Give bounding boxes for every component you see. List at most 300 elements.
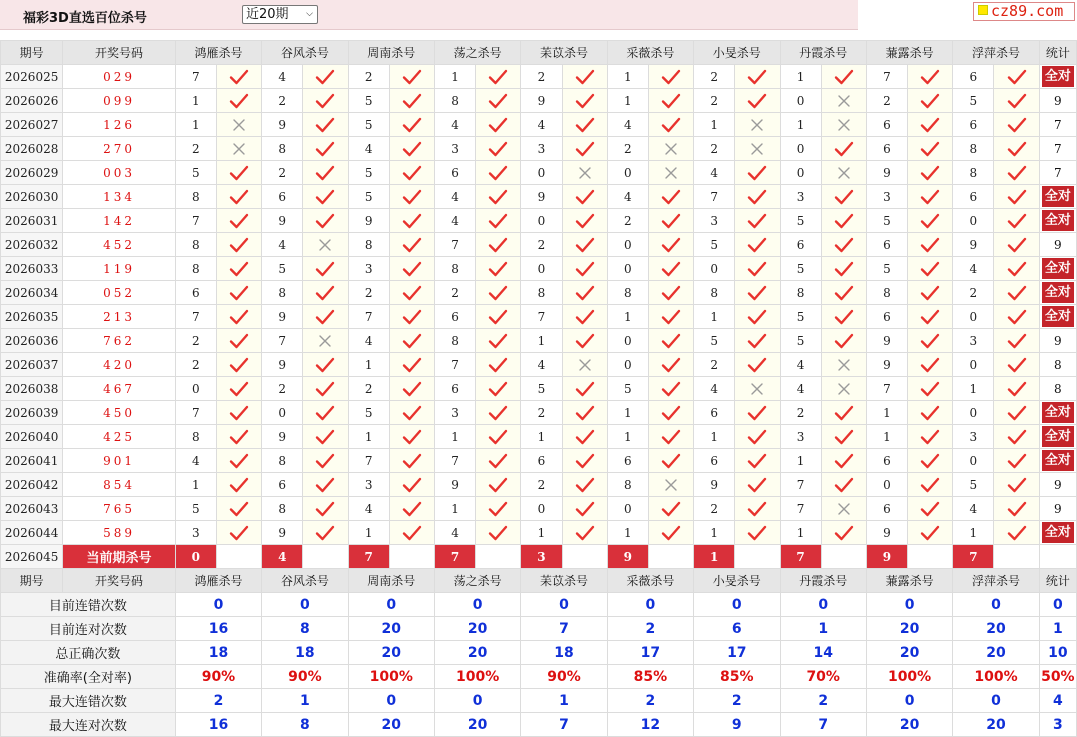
kill-number-cell: 8 bbox=[953, 137, 994, 161]
kill-number-cell: 0 bbox=[607, 329, 648, 353]
check-icon bbox=[648, 257, 693, 281]
check-icon bbox=[303, 209, 348, 233]
stats-value: 2 bbox=[780, 689, 866, 713]
kill-number-cell: 6 bbox=[866, 137, 907, 161]
check-icon bbox=[476, 89, 521, 113]
cross-icon bbox=[735, 113, 780, 137]
table-row bbox=[1, 89, 1077, 113]
winning-number-cell: 029 bbox=[63, 65, 176, 89]
check-icon bbox=[994, 113, 1039, 137]
check-icon bbox=[648, 281, 693, 305]
column-header: 开奖号码 bbox=[63, 41, 176, 65]
kill-number-cell: 5 bbox=[607, 377, 648, 401]
check-icon bbox=[389, 449, 434, 473]
table-row bbox=[1, 65, 1077, 89]
kill-number-cell: 4 bbox=[607, 113, 648, 137]
kill-number-cell: 2 bbox=[521, 401, 562, 425]
stats-value: 7 bbox=[780, 713, 866, 737]
kill-number-cell: 8 bbox=[262, 281, 303, 305]
kill-number-cell: 3 bbox=[521, 137, 562, 161]
stats-label: 目前连对次数 bbox=[1, 617, 176, 641]
kill-number-cell: 0 bbox=[953, 353, 994, 377]
logo-square-icon bbox=[978, 5, 988, 15]
kill-number-cell: 9 bbox=[262, 209, 303, 233]
table-row bbox=[1, 377, 1077, 401]
stats-value: 2 bbox=[175, 689, 261, 713]
stats-value: 20 bbox=[348, 641, 434, 665]
kill-number-cell: 7 bbox=[434, 449, 475, 473]
column-header: 统计 bbox=[1039, 41, 1076, 65]
stat-cell: 9 bbox=[1039, 329, 1076, 353]
column-header: 采薇杀号 bbox=[607, 569, 693, 593]
top-bar bbox=[0, 0, 858, 30]
check-icon bbox=[562, 305, 607, 329]
issue-cell: 2026032 bbox=[1, 233, 63, 257]
check-icon bbox=[994, 305, 1039, 329]
column-header: 丹霞杀号 bbox=[780, 41, 866, 65]
cross-icon bbox=[562, 353, 607, 377]
kill-number-cell: 9 bbox=[866, 521, 907, 545]
kill-number-cell: 2 bbox=[175, 137, 216, 161]
check-icon bbox=[735, 257, 780, 281]
check-icon bbox=[303, 89, 348, 113]
stat-cell: 9 bbox=[1039, 89, 1076, 113]
check-icon bbox=[476, 233, 521, 257]
check-icon bbox=[476, 185, 521, 209]
kill-number-cell: 1 bbox=[434, 497, 475, 521]
kill-number-cell: 4 bbox=[953, 257, 994, 281]
winning-number-cell: 142 bbox=[63, 209, 176, 233]
table-header-row bbox=[1, 41, 1077, 65]
kill-number-cell: 5 bbox=[953, 473, 994, 497]
issue-cell: 2026039 bbox=[1, 401, 63, 425]
issue-cell: 2026034 bbox=[1, 281, 63, 305]
check-icon bbox=[303, 65, 348, 89]
kill-number-cell: 8 bbox=[434, 89, 475, 113]
stats-value: 100% bbox=[348, 665, 434, 689]
current-kill-number: 0 bbox=[175, 545, 216, 569]
check-icon bbox=[303, 257, 348, 281]
check-icon bbox=[476, 209, 521, 233]
check-icon bbox=[216, 329, 261, 353]
kill-number-cell: 4 bbox=[694, 377, 735, 401]
kill-number-cell: 1 bbox=[780, 521, 821, 545]
issue-cell: 2026043 bbox=[1, 497, 63, 521]
stat-cell: 8 bbox=[1039, 353, 1076, 377]
current-kill-number: 9 bbox=[607, 545, 648, 569]
check-icon bbox=[562, 497, 607, 521]
kill-number-cell: 6 bbox=[780, 233, 821, 257]
kill-number-cell: 0 bbox=[607, 161, 648, 185]
check-icon bbox=[994, 401, 1039, 425]
current-kill-number: 1 bbox=[694, 545, 735, 569]
stats-value: 20 bbox=[434, 641, 520, 665]
column-header: 荡之杀号 bbox=[434, 41, 520, 65]
kill-number-cell: 2 bbox=[866, 89, 907, 113]
all-correct-badge: 全对 bbox=[1042, 522, 1074, 543]
kill-number-cell: 2 bbox=[262, 161, 303, 185]
kill-number-cell: 9 bbox=[521, 89, 562, 113]
stats-value: 0 bbox=[348, 593, 434, 617]
page-title: 福彩3D直选百位杀号 bbox=[23, 11, 147, 26]
kill-number-cell: 4 bbox=[348, 329, 389, 353]
site-logo[interactable] bbox=[973, 2, 1075, 21]
stats-value: 8 bbox=[262, 617, 348, 641]
kill-number-cell: 0 bbox=[694, 257, 735, 281]
stats-value: 0 bbox=[175, 593, 261, 617]
check-icon bbox=[908, 473, 953, 497]
stats-value: 3 bbox=[1039, 713, 1076, 737]
check-icon bbox=[476, 353, 521, 377]
check-icon bbox=[994, 329, 1039, 353]
check-icon bbox=[562, 281, 607, 305]
check-icon bbox=[908, 521, 953, 545]
issue-cell: 2026035 bbox=[1, 305, 63, 329]
stats-label: 总正确次数 bbox=[1, 641, 176, 665]
check-icon bbox=[562, 449, 607, 473]
kill-number-cell: 5 bbox=[780, 305, 821, 329]
stats-value: 1 bbox=[262, 689, 348, 713]
stats-value: 17 bbox=[694, 641, 780, 665]
cross-icon bbox=[216, 137, 261, 161]
table-row bbox=[1, 185, 1077, 209]
issue-cell: 2026033 bbox=[1, 257, 63, 281]
cross-icon bbox=[303, 233, 348, 257]
winning-number-cell: 467 bbox=[63, 377, 176, 401]
kill-number-cell: 8 bbox=[262, 449, 303, 473]
check-icon bbox=[648, 113, 693, 137]
kill-number-cell: 6 bbox=[262, 473, 303, 497]
check-icon bbox=[389, 305, 434, 329]
kill-number-cell: 4 bbox=[434, 185, 475, 209]
current-kill-pad bbox=[994, 545, 1039, 569]
check-icon bbox=[562, 377, 607, 401]
kill-number-cell: 4 bbox=[434, 209, 475, 233]
check-icon bbox=[562, 137, 607, 161]
column-header: 鸿雁杀号 bbox=[175, 569, 261, 593]
stats-value: 16 bbox=[175, 617, 261, 641]
check-icon bbox=[908, 497, 953, 521]
kill-number-cell: 5 bbox=[348, 185, 389, 209]
current-kill-number: 7 bbox=[953, 545, 994, 569]
check-icon bbox=[994, 209, 1039, 233]
kill-number-cell: 1 bbox=[521, 425, 562, 449]
winning-number-cell: 589 bbox=[63, 521, 176, 545]
check-icon bbox=[389, 161, 434, 185]
kill-number-cell: 7 bbox=[348, 449, 389, 473]
column-header: 丹霞杀号 bbox=[780, 569, 866, 593]
check-icon bbox=[389, 257, 434, 281]
check-icon bbox=[216, 449, 261, 473]
cross-icon bbox=[821, 89, 866, 113]
check-icon bbox=[562, 185, 607, 209]
stats-value: 8 bbox=[262, 713, 348, 737]
kill-number-cell: 4 bbox=[348, 497, 389, 521]
check-icon bbox=[648, 353, 693, 377]
issue-cell: 2026026 bbox=[1, 89, 63, 113]
check-icon bbox=[389, 113, 434, 137]
kill-number-cell: 2 bbox=[694, 497, 735, 521]
issue-cell: 2026037 bbox=[1, 353, 63, 377]
column-header: 浮萍杀号 bbox=[953, 569, 1039, 593]
cross-icon bbox=[562, 161, 607, 185]
check-icon bbox=[389, 425, 434, 449]
kill-number-cell: 6 bbox=[953, 113, 994, 137]
kill-number-cell: 9 bbox=[348, 209, 389, 233]
kill-number-cell: 0 bbox=[780, 137, 821, 161]
stats-value: 16 bbox=[175, 713, 261, 737]
kill-number-cell: 7 bbox=[348, 305, 389, 329]
stat-cell: 9 bbox=[1039, 497, 1076, 521]
check-icon bbox=[562, 233, 607, 257]
kill-number-cell: 1 bbox=[607, 65, 648, 89]
stat-cell bbox=[1039, 257, 1076, 281]
all-correct-badge: 全对 bbox=[1042, 66, 1074, 87]
kill-number-cell: 9 bbox=[694, 473, 735, 497]
stats-label: 准确率(全对率) bbox=[1, 665, 176, 689]
current-kill-number: 7 bbox=[780, 545, 821, 569]
current-issue-row bbox=[1, 545, 1077, 569]
winning-number-cell: 099 bbox=[63, 89, 176, 113]
check-icon bbox=[216, 305, 261, 329]
kill-number-cell: 8 bbox=[866, 281, 907, 305]
current-kill-label: 当前期杀号 bbox=[63, 545, 176, 569]
winning-number-cell: 052 bbox=[63, 281, 176, 305]
stats-value: 100% bbox=[866, 665, 952, 689]
kill-number-cell: 1 bbox=[175, 89, 216, 113]
kill-number-cell: 1 bbox=[607, 425, 648, 449]
kill-number-cell: 0 bbox=[262, 401, 303, 425]
check-icon bbox=[821, 209, 866, 233]
winning-number-cell: 854 bbox=[63, 473, 176, 497]
check-icon bbox=[303, 521, 348, 545]
stats-row bbox=[1, 617, 1077, 641]
kill-number-cell: 8 bbox=[175, 425, 216, 449]
check-icon bbox=[648, 521, 693, 545]
current-kill-pad bbox=[648, 545, 693, 569]
check-icon bbox=[562, 329, 607, 353]
kill-number-cell: 1 bbox=[348, 425, 389, 449]
stats-value: 2 bbox=[694, 689, 780, 713]
stats-value: 1 bbox=[780, 617, 866, 641]
check-icon bbox=[216, 185, 261, 209]
kill-number-cell: 2 bbox=[953, 281, 994, 305]
kill-number-cell: 9 bbox=[262, 521, 303, 545]
winning-number-cell: 213 bbox=[63, 305, 176, 329]
kill-number-cell: 3 bbox=[348, 473, 389, 497]
table-row bbox=[1, 233, 1077, 257]
issue-cell: 2026025 bbox=[1, 65, 63, 89]
kill-number-cell: 9 bbox=[262, 305, 303, 329]
check-icon bbox=[994, 65, 1039, 89]
check-icon bbox=[216, 257, 261, 281]
kill-number-cell: 5 bbox=[866, 209, 907, 233]
check-icon bbox=[821, 473, 866, 497]
check-icon bbox=[908, 449, 953, 473]
stat-cell: 9 bbox=[1039, 473, 1076, 497]
stats-value: 20 bbox=[866, 617, 952, 641]
check-icon bbox=[389, 185, 434, 209]
check-icon bbox=[908, 233, 953, 257]
kill-number-cell: 3 bbox=[348, 257, 389, 281]
kill-number-cell: 2 bbox=[434, 281, 475, 305]
check-icon bbox=[216, 89, 261, 113]
kill-number-cell: 0 bbox=[953, 209, 994, 233]
current-kill-pad bbox=[908, 545, 953, 569]
kill-number-cell: 6 bbox=[262, 185, 303, 209]
kill-number-cell: 5 bbox=[348, 89, 389, 113]
stats-value: 7 bbox=[521, 617, 607, 641]
check-icon bbox=[389, 209, 434, 233]
stat-cell: 7 bbox=[1039, 137, 1076, 161]
kill-number-cell: 2 bbox=[262, 89, 303, 113]
column-header: 周南杀号 bbox=[348, 41, 434, 65]
check-icon bbox=[476, 305, 521, 329]
check-icon bbox=[994, 89, 1039, 113]
kill-number-cell: 5 bbox=[348, 113, 389, 137]
column-header: 鸿雁杀号 bbox=[175, 41, 261, 65]
check-icon bbox=[994, 449, 1039, 473]
kill-number-cell: 1 bbox=[175, 473, 216, 497]
stats-value: 20 bbox=[953, 617, 1039, 641]
winning-number-cell: 425 bbox=[63, 425, 176, 449]
check-icon bbox=[476, 65, 521, 89]
stats-value: 85% bbox=[694, 665, 780, 689]
stats-value: 20 bbox=[866, 641, 952, 665]
check-icon bbox=[648, 425, 693, 449]
winning-number-cell: 452 bbox=[63, 233, 176, 257]
kill-number-cell: 8 bbox=[694, 281, 735, 305]
check-icon bbox=[735, 185, 780, 209]
kill-number-cell: 9 bbox=[521, 185, 562, 209]
check-icon bbox=[389, 521, 434, 545]
winning-number-cell: 126 bbox=[63, 113, 176, 137]
table-header-row bbox=[1, 569, 1077, 593]
check-icon bbox=[303, 497, 348, 521]
kill-number-cell: 0 bbox=[607, 353, 648, 377]
kill-number-cell: 1 bbox=[348, 353, 389, 377]
kill-number-cell: 2 bbox=[175, 353, 216, 377]
stats-value: 1 bbox=[521, 689, 607, 713]
column-header: 小旻杀号 bbox=[694, 569, 780, 593]
stat-cell bbox=[1039, 521, 1076, 545]
winning-number-cell: 765 bbox=[63, 497, 176, 521]
check-icon bbox=[303, 353, 348, 377]
stats-value: 0 bbox=[348, 689, 434, 713]
stats-value: 0 bbox=[694, 593, 780, 617]
check-icon bbox=[216, 353, 261, 377]
stats-label: 目前连错次数 bbox=[1, 593, 176, 617]
kill-number-cell: 4 bbox=[262, 65, 303, 89]
stats-value: 20 bbox=[866, 713, 952, 737]
check-icon bbox=[994, 521, 1039, 545]
check-icon bbox=[476, 329, 521, 353]
kill-number-cell: 8 bbox=[521, 281, 562, 305]
stats-row bbox=[1, 641, 1077, 665]
kill-number-cell: 3 bbox=[866, 185, 907, 209]
kill-number-cell: 1 bbox=[607, 521, 648, 545]
issue-cell: 2026029 bbox=[1, 161, 63, 185]
kill-number-cell: 4 bbox=[434, 113, 475, 137]
kill-number-cell: 5 bbox=[521, 377, 562, 401]
kill-number-cell: 8 bbox=[607, 473, 648, 497]
kill-number-cell: 3 bbox=[953, 425, 994, 449]
kill-number-cell: 6 bbox=[866, 113, 907, 137]
kill-number-cell: 8 bbox=[262, 497, 303, 521]
check-icon bbox=[216, 401, 261, 425]
check-icon bbox=[216, 425, 261, 449]
check-icon bbox=[648, 497, 693, 521]
check-icon bbox=[216, 521, 261, 545]
kill-number-cell: 4 bbox=[953, 497, 994, 521]
kill-number-cell: 2 bbox=[694, 65, 735, 89]
check-icon bbox=[476, 161, 521, 185]
stats-value: 12 bbox=[607, 713, 693, 737]
kill-number-cell: 2 bbox=[262, 377, 303, 401]
stats-row bbox=[1, 689, 1077, 713]
stats-value: 2 bbox=[607, 689, 693, 713]
kill-number-cell: 8 bbox=[262, 137, 303, 161]
kill-number-cell: 8 bbox=[953, 161, 994, 185]
stat-cell bbox=[1039, 209, 1076, 233]
check-icon bbox=[908, 257, 953, 281]
all-correct-badge: 全对 bbox=[1042, 282, 1074, 303]
kill-number-cell: 1 bbox=[694, 521, 735, 545]
column-header: 蒹露杀号 bbox=[866, 41, 952, 65]
all-correct-badge: 全对 bbox=[1042, 258, 1074, 279]
check-icon bbox=[389, 89, 434, 113]
column-header: 采薇杀号 bbox=[607, 41, 693, 65]
check-icon bbox=[216, 281, 261, 305]
kill-number-cell: 3 bbox=[175, 521, 216, 545]
stats-value: 6 bbox=[694, 617, 780, 641]
kill-number-cell: 5 bbox=[866, 257, 907, 281]
period-select[interactable] bbox=[242, 5, 318, 24]
stats-value: 0 bbox=[866, 689, 952, 713]
stats-value: 90% bbox=[175, 665, 261, 689]
kill-number-cell: 8 bbox=[434, 329, 475, 353]
winning-number-cell: 134 bbox=[63, 185, 176, 209]
kill-number-cell: 4 bbox=[521, 353, 562, 377]
all-correct-badge: 全对 bbox=[1042, 210, 1074, 231]
stats-value: 2 bbox=[607, 617, 693, 641]
kill-number-cell: 8 bbox=[434, 257, 475, 281]
kill-number-cell: 4 bbox=[434, 521, 475, 545]
kill-number-cell: 6 bbox=[434, 377, 475, 401]
stat-cell: 9 bbox=[1039, 233, 1076, 257]
stats-label: 最大连对次数 bbox=[1, 713, 176, 737]
cross-icon bbox=[648, 161, 693, 185]
check-icon bbox=[821, 329, 866, 353]
check-icon bbox=[994, 137, 1039, 161]
cross-icon bbox=[821, 353, 866, 377]
column-header: 期号 bbox=[1, 569, 63, 593]
kill-number-cell: 2 bbox=[348, 65, 389, 89]
kill-number-cell: 2 bbox=[780, 401, 821, 425]
cross-icon bbox=[648, 137, 693, 161]
all-correct-badge: 全对 bbox=[1042, 402, 1074, 423]
check-icon bbox=[648, 449, 693, 473]
chevron-down-icon: ⌵ bbox=[306, 9, 313, 19]
stats-value: 85% bbox=[607, 665, 693, 689]
kill-number-cell: 6 bbox=[866, 497, 907, 521]
stats-value: 0 bbox=[1039, 593, 1076, 617]
check-icon bbox=[735, 209, 780, 233]
issue-cell: 2026036 bbox=[1, 329, 63, 353]
table-row bbox=[1, 257, 1077, 281]
kill-number-cell: 4 bbox=[262, 233, 303, 257]
table-row bbox=[1, 305, 1077, 329]
